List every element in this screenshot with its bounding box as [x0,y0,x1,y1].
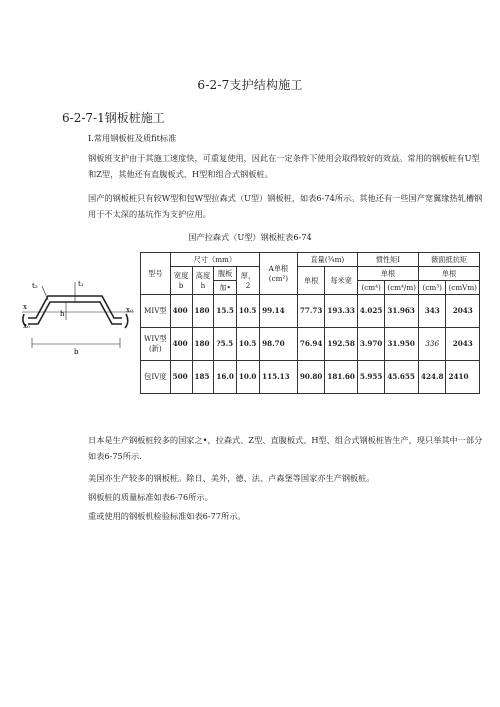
paragraph-2: 国产的钢板桩只有较W型和包W型拉森式（U型）钢板桩，如表6-74所示。其他还有一些国产宽翼缘热轧槽钢用于不太深的基坑作为支护应用。 [88,193,483,219]
paragraph-3: 日本是生产钢板桩较多的国家之•，拉森式、Z型、直腹板式、H型、组合式钢板桩皆生产，现只举其中一部分如表6-75所示. [88,435,483,461]
col-height: 高度h [192,267,214,295]
paragraph-1: 钢板班支护由于其施工速度快，可重复使用，因此在一定条件下使用会取得较好的效益。常用的钢板桩有U型和Z型，其他还有直腹板式、H型和组合式钢板桩。 [88,153,480,179]
table-row: MIV型 400 180 15.5 10.5 99.14 77.73 193.33 4.025 31.963 343 2043 [141,295,480,328]
h-label: h [60,310,65,318]
b-label: b [74,348,79,356]
col-modulus: 薇面抵抗矩 [418,253,479,267]
col-inertia-single: 单根 [357,267,418,281]
paragraph-4: 美国亦生产较多的钢板桩。除日、美外，德、法、卢森堡等国家亦生产钢板桩。 [88,473,375,483]
col-type: 型号 [141,253,171,295]
col-width: 宽度b [170,267,192,295]
col-thickness: 厚，2 [236,267,259,295]
page-title: 6-2-7支护结构施工 [197,78,303,92]
table-row: WIV型(新) 400 180 ?5.5 10.5 98.70 76.94 192.58 3.970 31.950 336 2043 [141,328,480,361]
col-inertia: 惯性矩I [357,253,418,267]
t1-label: t₁ [78,280,84,288]
paragraph-5: 钢板桩的质量标准如表6-76所示。 [88,492,213,502]
unit-cm4: (cm⁴) [357,281,385,295]
col-weight-per-m: 每米宽 [325,267,358,295]
col-area: A单根(cm²) [260,253,298,295]
unit-cm3m: (cmVm) [446,281,480,295]
col-weight: 直量(¾m) [297,253,357,267]
table-caption: 国产拉森式（U型）钢板桩表6-74 [188,232,312,242]
col-modulus-single: 单根 [418,267,479,281]
col-weight-single: 单根 [297,267,325,295]
t2-label: t₂ [32,282,38,290]
unit-cm4m: (cm⁴/m) [385,281,419,295]
col-size: 尺寸（mm） [170,253,259,267]
paragraph-6: 重或使用的钢板机检验标准如表6-77所示。 [88,511,246,521]
section-heading: 6-2-7-1钢板桩施工 [62,111,165,125]
sheet-pile-table [140,252,480,394]
subsection-heading: I.常用钢板桩及质fit标准 [88,133,177,143]
unit-cm3: (cm³) [418,281,446,295]
col-web-unit: 加• [214,281,237,295]
sheet-pile-figure [22,262,138,362]
x0-left-label: x₀ [23,322,30,330]
x-label: x [23,303,27,311]
x0-right-label: x₀ [126,306,133,314]
col-web: 腹板 [214,267,237,281]
table-row: 包IV度 500 185 16.0 10.0 115.13 90.80 181.60 5.955 45.655 424.8 2410 [141,361,480,394]
